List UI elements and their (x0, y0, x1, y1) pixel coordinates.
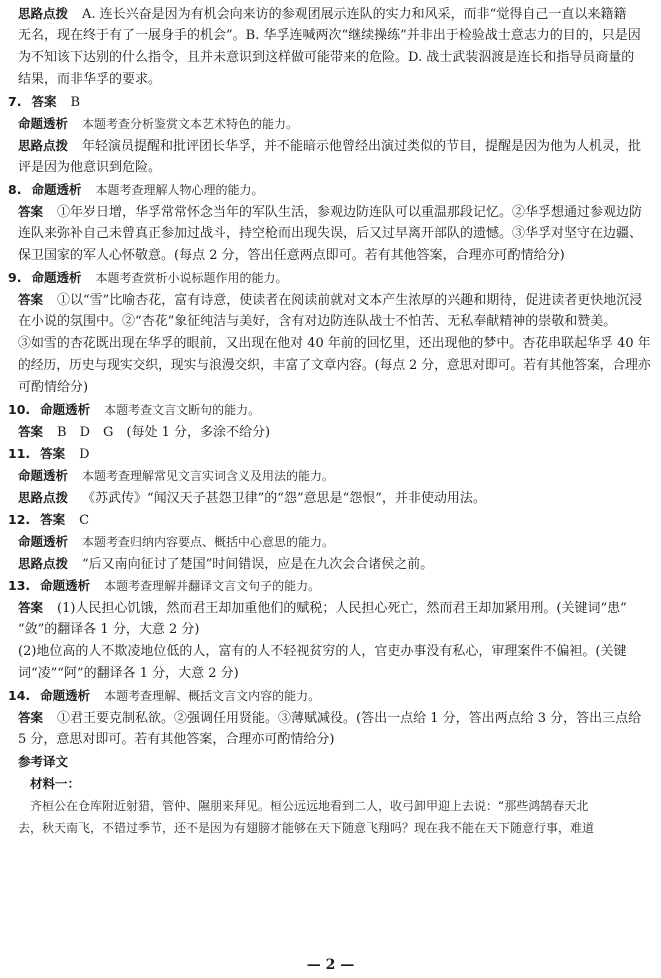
line-text: 本题考查理解、概括文言文内容的能力。 (104, 689, 321, 703)
section-label: 答案 (40, 512, 66, 527)
question-number: 7. (8, 94, 22, 109)
line-text: 本题考查分析鉴赏文本艺术特色的能力。 (82, 117, 299, 131)
section-label: 答案 (40, 446, 66, 461)
text-line (8, 446, 90, 463)
text-line (18, 710, 641, 727)
question-number: 10. (8, 402, 31, 417)
section-label: 命题透析 (31, 270, 82, 285)
line-text: 的经历，历史与现实交织，现实与浪漫交织，丰富了文章内容。(每点 2 分，意思对即可。若有其他答案，合理亦 (18, 358, 651, 373)
line-text: 本题考查归纳内容要点、概括中心意思的能力。 (82, 535, 335, 549)
text-line (18, 666, 239, 683)
line-text: 为不知该下达别的什么指令，且并未意识到这样做可能带来的危险。D. 战士武装泅渡是连长和指导员商量的 (18, 50, 635, 65)
text-line (18, 226, 642, 243)
line-text: 材料一： (30, 776, 81, 791)
question-number: 8. (8, 182, 22, 197)
text-line (8, 270, 287, 287)
line-text: (2)地位高的人不欺凌地位低的人，富有的人不轻视贫穷的人，官吏办事没有私心，审理案件不偏袒。(关键 (18, 644, 627, 659)
line-text: 本题考查理解常见文言实词含义及用法的能力。 (82, 469, 335, 483)
line-text: “敛”的翻译各 1 分，大意 2 分) (18, 622, 200, 637)
text-line (18, 160, 161, 177)
text-line (8, 402, 260, 419)
section-label: 参考译文 (18, 754, 69, 769)
text-line (18, 204, 642, 221)
question-number: 12. (8, 512, 31, 527)
section-label: 答案 (18, 204, 44, 219)
text-line (18, 314, 616, 331)
text-line (18, 424, 270, 441)
text-line (18, 600, 627, 617)
line-text: 本题考查理解人物心理的能力。 (95, 183, 264, 197)
line-text: 在小说的氛围中。②“杏花”象征纯洁与美好，含有对边防连队战士不怕苦、无私奉献精神的崇敬和赞美。 (18, 314, 617, 329)
line-text: ①君王要克制私欲。②强调任用贤能。③薄赋减役。(答出一点给 1 分，答出两点给 3 分，答出三点给 (57, 711, 642, 726)
section-label: 命题透析 (40, 402, 91, 417)
line-text: ①年岁日增，华孚常常怀念当年的军队生活，参观边防连队可以重温那段记忆。②华孚想通过参观边防 (57, 205, 643, 220)
line-text: 连队来弥补自己未曾真正参加过战斗，持空枪而出现失误，后又过早离开部队的遗憾。③华孚对坚守在边疆、 (18, 226, 643, 241)
text-line (18, 28, 641, 45)
text-line (18, 336, 651, 353)
line-text: A. 连长兴奋是因为有机会向来访的参观团展示连队的实力和风采，而非“觉得自己一直以来籍籍 (82, 7, 627, 22)
line-text: 本题考查文言文断句的能力。 (104, 403, 261, 417)
section-label: 答案 (18, 292, 44, 307)
section-label: 命题透析 (18, 534, 69, 549)
text-line (18, 622, 199, 639)
line-text: 评是因为他意识到危险。 (18, 160, 162, 175)
text-line (18, 50, 634, 67)
section-label: 思路点拨 (18, 6, 69, 21)
line-text: ①以“雪”比喻杏花，富有诗意，使读者在阅读前就对文本产生浓厚的兴趣和期待，促进读者更快地沉浸 (57, 293, 643, 308)
text-line (18, 732, 334, 749)
text-line (18, 468, 334, 485)
text-line (18, 754, 82, 771)
question-number: 14. (8, 688, 31, 703)
text-line (18, 490, 486, 507)
section-label: 命题透析 (18, 116, 69, 131)
text-line (18, 72, 161, 89)
text-line (8, 688, 320, 705)
section-label: 思路点拨 (18, 556, 69, 571)
section-label: 思路点拨 (18, 490, 69, 505)
line-text: B D G (每处 1 分，多涂不给分) (57, 425, 271, 440)
text-line (18, 358, 651, 375)
section-label: 答案 (31, 94, 57, 109)
text-line (18, 644, 627, 661)
line-text: 结果，而非华孚的要求。 (18, 72, 162, 87)
text-line (18, 534, 334, 551)
line-text: B (70, 95, 81, 110)
section-label: 答案 (18, 424, 44, 439)
section-label: 命题透析 (31, 182, 82, 197)
line-text: 《苏武传》“闻汉天子甚怨卫律”的“怨”意思是“怨恨”，并非使动用法。 (82, 491, 486, 506)
page-number: — 2 — (306, 957, 355, 973)
text-line (18, 138, 641, 155)
question-number: 9. (8, 270, 22, 285)
line-text: 5 分，意思对即可。若有其他答案，合理亦可酌情给分) (18, 732, 335, 747)
line-text: ③如雪的杏花既出现在华孚的眼前，又出现在他对 40 年前的回忆里，还出现他的梦中。杏花串联起华孚 40 年 (18, 336, 651, 351)
line-text: 可酌情给分) (18, 380, 89, 395)
question-number: 11. (8, 446, 31, 461)
line-text: 无名，现在终于有了一展身手的机会”。B. 华孚连喊两次“继续操练”并非出于检验战士意志力的目的，只是因 (18, 28, 641, 43)
text-line (18, 380, 88, 397)
line-text: 本题考查赏析小说标题作用的能力。 (95, 271, 288, 285)
section-label: 答案 (18, 710, 44, 725)
section-label: 命题透析 (18, 468, 69, 483)
line-text: 齐桓公在仓库附近射猎，管仲、隰朋来拜见。桓公远远地看到二人，收弓卸甲迎上去说：“那些鸿鹄春天北 (30, 799, 589, 813)
section-label: 答案 (18, 600, 44, 615)
text-line (8, 578, 320, 595)
text-line (18, 820, 594, 837)
text-line (18, 292, 642, 309)
text-line (30, 798, 588, 815)
text-line (8, 94, 80, 111)
line-text: 本题考查理解并翻译文言文句子的能力。 (104, 579, 321, 593)
text-line (8, 512, 89, 529)
section-label: 思路点拨 (18, 138, 69, 153)
line-text: 词“凌”“阿”的翻译各 1 分，大意 2 分) (18, 666, 239, 681)
line-text: 去，秋天南飞，不错过季节，还不是因为有翅膀才能够在天下随意飞翔吗？现在我不能在天下随意行事，难道 (18, 821, 595, 835)
section-label: 命题透析 (40, 688, 91, 703)
text-line (18, 248, 565, 265)
text-line (8, 182, 263, 199)
line-text: D (79, 447, 90, 462)
question-number: 13. (8, 578, 31, 593)
line-text: C (79, 513, 90, 528)
section-label: 命题透析 (40, 578, 91, 593)
line-text: (1)人民担心饥饿，然而君王却加重他们的赋税；人民担心死亡，然而君王却加紧用刑。(关键词“患” (57, 601, 627, 616)
line-text: 保卫国家的军人心怀敬意。(每点 2 分，答出任意两点即可。若有其他答案，合理亦可酌情给分) (18, 248, 565, 263)
line-text: 年轻演员提醒和批评团长华孚，并不能暗示他曾经出演过类似的节目，提醒是因为他为人机灵，批 (82, 139, 642, 154)
text-line (30, 776, 80, 793)
line-text: “后又南向征讨了楚国”时间错误，应是在九次会合诸侯之前。 (82, 557, 434, 572)
text-line (18, 116, 298, 133)
text-line (18, 6, 626, 23)
text-line (18, 556, 433, 573)
